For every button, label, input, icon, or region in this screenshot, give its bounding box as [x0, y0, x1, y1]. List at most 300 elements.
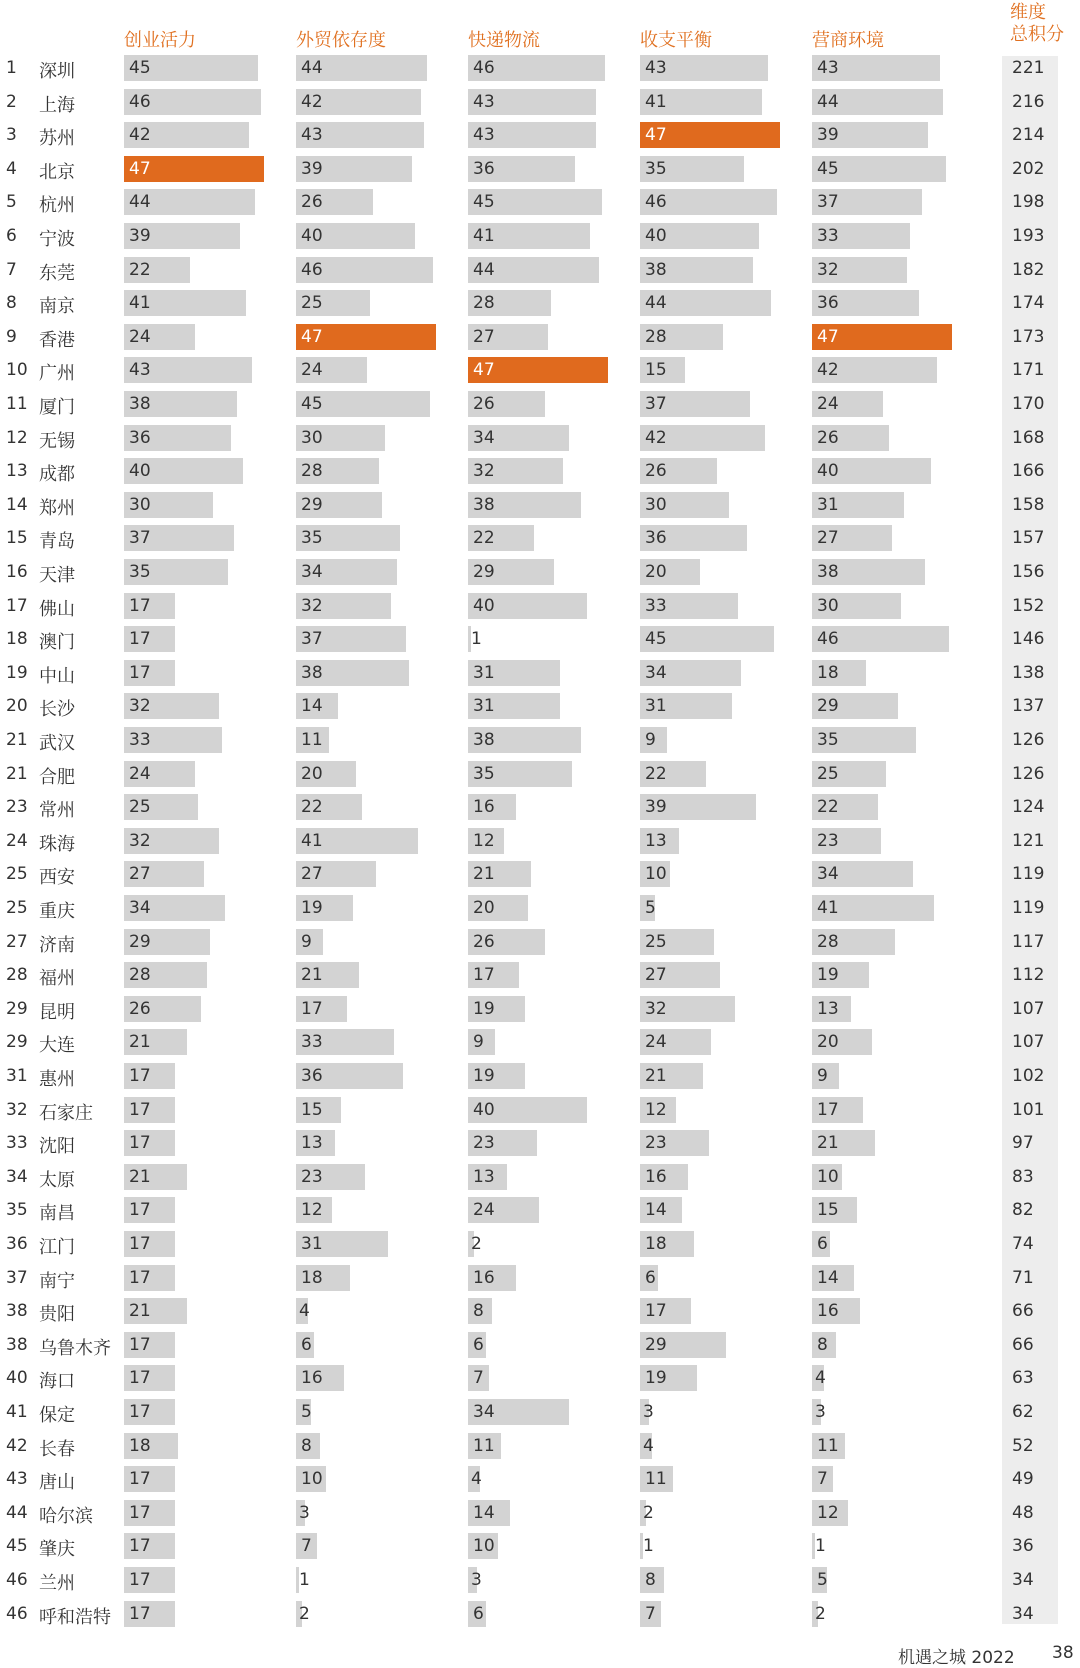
bar-value-label: 27 [473, 326, 495, 347]
table-row [0, 388, 1080, 422]
footer-page-number: 38 [1052, 1643, 1074, 1663]
bar-value-label: 12 [817, 1502, 839, 1523]
total-score: 173 [1012, 326, 1045, 347]
bar-value-label: 43 [473, 125, 495, 146]
bar-value-label: 31 [817, 494, 839, 515]
bar-value-label: 44 [473, 259, 495, 280]
bar-value-label: 3 [471, 1570, 482, 1590]
bar-value-label: 24 [301, 360, 323, 381]
bar-value-label: 21 [129, 1032, 151, 1053]
table-row [0, 1463, 1080, 1497]
rank-label: 5 [6, 192, 17, 213]
bar-value-label: 45 [817, 158, 839, 179]
bar-value-label: 9 [645, 730, 656, 750]
bar-value-label: 19 [301, 898, 323, 918]
bar-value-label: 37 [129, 528, 151, 549]
table-row [0, 556, 1080, 590]
total-score: 158 [1012, 494, 1045, 515]
bar-value-label: 37 [301, 629, 323, 650]
total-score: 97 [1012, 1133, 1034, 1154]
table-row [0, 1026, 1080, 1060]
total-score: 63 [1012, 1368, 1034, 1389]
total-score: 171 [1012, 360, 1045, 381]
bar-value-label: 19 [473, 1066, 495, 1086]
total-score: 71 [1012, 1267, 1034, 1288]
table-row [0, 993, 1080, 1027]
city-label: 福州 [39, 968, 75, 990]
rank-label: 13 [6, 461, 28, 482]
table-row [0, 522, 1080, 556]
bar-value-label: 17 [129, 1200, 151, 1221]
bar-value-label: 36 [645, 528, 667, 549]
rank-label: 33 [6, 1133, 28, 1154]
bar-value-label: 21 [473, 864, 495, 885]
bar-value-label: 26 [301, 192, 323, 213]
bar-value-label: 27 [817, 528, 839, 549]
total-score: 74 [1012, 1234, 1034, 1254]
bar-value-label: 16 [645, 1166, 667, 1187]
table-row [0, 1060, 1080, 1094]
bar-value-label: 4 [471, 1469, 482, 1490]
table-row [0, 590, 1080, 624]
rank-label: 25 [6, 898, 28, 918]
total-score: 82 [1012, 1200, 1034, 1221]
bar-value-label: 38 [129, 394, 151, 414]
rank-label: 7 [6, 259, 17, 280]
rank-label: 10 [6, 360, 28, 381]
bar-value-label: 17 [301, 998, 323, 1019]
bar-value-label: 32 [301, 595, 323, 616]
bar-value-label: 43 [301, 125, 323, 146]
table-row [0, 1295, 1080, 1329]
bar-value-label: 32 [645, 998, 667, 1019]
bar-value-label: 29 [301, 494, 323, 515]
table-row [0, 354, 1080, 388]
table-row [0, 959, 1080, 993]
bar-value-label: 33 [301, 1032, 323, 1053]
city-label: 江门 [39, 1237, 75, 1258]
rank-label: 43 [6, 1469, 28, 1490]
rank-label: 29 [6, 1032, 28, 1053]
bar-value-label: 17 [129, 1066, 151, 1086]
bar-value-label: 23 [645, 1133, 667, 1154]
bar-value-label: 6 [645, 1267, 656, 1288]
column-header-1: 创业活力 [124, 30, 196, 51]
bar-value-label: 17 [129, 1334, 151, 1355]
bar-value-label: 40 [473, 1099, 495, 1120]
bar-value-label: 20 [473, 898, 495, 918]
table-row [0, 1127, 1080, 1161]
total-score: 138 [1012, 662, 1045, 683]
table-row [0, 1598, 1080, 1632]
bar-value-label: 14 [645, 1200, 667, 1221]
rank-label: 21 [6, 763, 28, 784]
bar-value-label: 6 [473, 1603, 484, 1624]
bar-value-label: 8 [817, 1334, 828, 1355]
rank-label: 44 [6, 1502, 28, 1523]
bar-value-label: 17 [129, 629, 151, 650]
table-row [0, 455, 1080, 489]
total-score: 36 [1012, 1536, 1034, 1557]
rank-label: 37 [6, 1267, 28, 1288]
city-label: 杭州 [39, 195, 75, 217]
rank-label: 38 [6, 1301, 28, 1322]
bar-value-label: 41 [129, 293, 151, 314]
rank-label: 35 [6, 1200, 28, 1221]
bar-value-label: 39 [645, 797, 667, 818]
bar-value-label: 16 [473, 797, 495, 818]
bar-value-label: 38 [645, 259, 667, 280]
bar-value-label: 37 [645, 394, 667, 414]
bar-value-label: 17 [129, 1099, 151, 1120]
bar-value-label: 38 [473, 494, 495, 515]
table-row [0, 186, 1080, 220]
city-label: 济南 [39, 934, 75, 956]
bar-value-label: 28 [129, 965, 151, 986]
total-score: 202 [1012, 158, 1045, 179]
bar-value-label: 47 [129, 158, 151, 179]
bar-value-label: 31 [645, 696, 667, 717]
bar-value-label: 28 [473, 293, 495, 314]
city-label: 长沙 [39, 699, 75, 721]
bar-value-label: 19 [817, 965, 839, 986]
bar-value-label: 27 [645, 965, 667, 986]
total-score: 124 [1012, 797, 1045, 818]
bar-value-label: 36 [129, 427, 151, 448]
city-label: 中山 [39, 665, 75, 687]
table-row [0, 254, 1080, 288]
rank-label: 46 [6, 1570, 28, 1590]
bar-value-label: 42 [301, 91, 323, 112]
column-header-4: 收支平衡 [640, 30, 712, 51]
bar-value-label: 32 [817, 259, 839, 280]
bar-value-label: 27 [129, 864, 151, 885]
bar-value-label: 43 [817, 58, 839, 78]
bar-value-label: 31 [473, 696, 495, 717]
total-score: 107 [1012, 998, 1045, 1019]
bar-value-label: 31 [301, 1234, 323, 1254]
total-score: 119 [1012, 864, 1045, 885]
bar-value-label: 23 [301, 1166, 323, 1187]
city-label: 西安 [39, 867, 75, 889]
bar-value-label: 45 [301, 394, 323, 414]
bar-value-label: 42 [645, 427, 667, 448]
city-label: 深圳 [39, 61, 75, 82]
city-label: 香港 [39, 329, 75, 351]
bar-value-label: 29 [473, 562, 495, 582]
bar-value-label: 33 [645, 595, 667, 616]
bar-value-label: 26 [645, 461, 667, 482]
city-label: 佛山 [39, 598, 75, 620]
bar-value-label: 1 [471, 629, 482, 650]
table-row [0, 758, 1080, 792]
bar-value-label: 20 [817, 1032, 839, 1053]
bar-value-label: 31 [473, 662, 495, 683]
bar-value-label: 46 [301, 259, 323, 280]
bar-value-label: 22 [645, 763, 667, 784]
bar-value-label: 18 [301, 1267, 323, 1288]
total-score: 112 [1012, 965, 1045, 986]
bar-value-label: 17 [129, 662, 151, 683]
city-label: 天津 [39, 565, 75, 586]
rank-label: 24 [6, 830, 28, 851]
city-label: 昆明 [39, 1001, 75, 1023]
bar-value-label: 6 [817, 1234, 828, 1254]
bar-value-label: 6 [301, 1334, 312, 1355]
city-label: 太原 [39, 1169, 75, 1191]
bar-value-label: 12 [473, 830, 495, 851]
city-label: 重庆 [39, 901, 75, 922]
total-score: 119 [1012, 898, 1045, 918]
table-row [0, 86, 1080, 120]
bar-value-label: 39 [817, 125, 839, 146]
table-row [0, 1497, 1080, 1531]
bar-value-label: 25 [817, 763, 839, 784]
rank-label: 15 [6, 528, 28, 549]
bar-value-label: 16 [301, 1368, 323, 1389]
total-score: 152 [1012, 595, 1045, 616]
bar-value-label: 43 [129, 360, 151, 381]
bar-value-label: 13 [817, 998, 839, 1019]
table-row [0, 657, 1080, 691]
bar-value-label: 11 [645, 1469, 667, 1490]
bar-value-label: 22 [301, 797, 323, 818]
bar-value-label: 7 [473, 1368, 484, 1389]
total-score: 156 [1012, 562, 1045, 582]
table-row [0, 1430, 1080, 1464]
bar-value-label: 41 [301, 830, 323, 851]
bar-value-label: 21 [817, 1133, 839, 1154]
rank-label: 12 [6, 427, 28, 448]
rank-label: 45 [6, 1536, 28, 1557]
bar-value-label: 3 [815, 1402, 826, 1422]
bar-value-label: 24 [129, 326, 151, 347]
bar-value-label: 23 [473, 1133, 495, 1154]
rank-label: 18 [6, 629, 28, 650]
bar-value-label: 30 [301, 427, 323, 448]
bar-value-label: 8 [301, 1435, 312, 1456]
bar-value-label: 14 [817, 1267, 839, 1288]
total-score: 216 [1012, 91, 1045, 112]
bar-value-label: 34 [301, 562, 323, 582]
bar-value-label: 17 [645, 1301, 667, 1322]
rank-label: 11 [6, 394, 28, 414]
total-score: 126 [1012, 763, 1045, 784]
rank-label: 34 [6, 1166, 28, 1187]
bar-value-label: 12 [301, 1200, 323, 1221]
city-label: 南昌 [39, 1203, 75, 1225]
bar-value-label: 47 [817, 326, 839, 347]
bar-value-label: 34 [645, 662, 667, 683]
table-row [0, 220, 1080, 254]
bar-value-label: 36 [817, 293, 839, 314]
bar-value-label: 44 [645, 293, 667, 314]
city-label: 郑州 [39, 497, 75, 519]
table-row [0, 1329, 1080, 1363]
bar-value-label: 40 [301, 226, 323, 246]
rank-label: 6 [6, 226, 17, 246]
total-score: 49 [1012, 1469, 1034, 1490]
rank-label: 21 [6, 730, 28, 750]
bar-value-label: 47 [473, 360, 495, 381]
table-row [0, 153, 1080, 187]
table-row [0, 1530, 1080, 1564]
city-label: 东莞 [39, 262, 75, 284]
table-row [0, 52, 1080, 86]
bar-value-label: 13 [473, 1166, 495, 1187]
bar-value-label: 4 [815, 1368, 826, 1389]
bar-value-label: 17 [129, 1502, 151, 1523]
total-score: 107 [1012, 1032, 1045, 1053]
bar-value-label: 45 [473, 192, 495, 213]
bar-value-label: 17 [129, 1368, 151, 1389]
rank-label: 32 [6, 1099, 28, 1120]
table-row [0, 422, 1080, 456]
total-score: 52 [1012, 1435, 1034, 1456]
total-score: 117 [1012, 931, 1045, 952]
bar-value-label: 10 [645, 864, 667, 885]
bar-value-label: 29 [645, 1334, 667, 1355]
bar-value-label: 33 [129, 730, 151, 750]
rank-label: 29 [6, 998, 28, 1019]
bar-value-label: 11 [473, 1435, 495, 1456]
rank-label: 19 [6, 662, 28, 683]
city-label: 南宁 [39, 1270, 75, 1292]
bar-value-label: 32 [473, 461, 495, 482]
bar-value-label: 17 [129, 1267, 151, 1288]
bar-value-label: 17 [129, 1536, 151, 1557]
total-score: 126 [1012, 730, 1045, 750]
city-label: 广州 [39, 363, 75, 385]
bar-value-label: 16 [817, 1301, 839, 1322]
table-row [0, 287, 1080, 321]
bar-value-label: 30 [817, 595, 839, 616]
bar-value-label: 41 [817, 898, 839, 918]
bar-value-label: 25 [129, 797, 151, 818]
bar-value-label: 47 [301, 326, 323, 347]
total-score: 48 [1012, 1502, 1034, 1523]
bar-value-label: 7 [301, 1536, 312, 1557]
total-score: 157 [1012, 528, 1045, 549]
bar-value-label: 7 [817, 1469, 828, 1490]
bar-value-label: 30 [129, 494, 151, 515]
table-row [0, 489, 1080, 523]
footer-title: 机遇之城 2022 [898, 1648, 1015, 1668]
bar-value-label: 41 [473, 226, 495, 246]
city-label: 青岛 [39, 531, 75, 553]
rank-label: 8 [6, 293, 17, 314]
bar-value-label: 2 [299, 1603, 310, 1624]
bar-value-label: 47 [645, 125, 667, 146]
bar-value-label: 38 [473, 730, 495, 750]
bar-value-label: 39 [129, 226, 151, 246]
bar-value-label: 2 [643, 1502, 654, 1523]
bar-value-label: 36 [473, 158, 495, 179]
bar-value-label: 17 [129, 1469, 151, 1490]
city-label: 澳门 [39, 632, 75, 654]
table-row [0, 724, 1080, 758]
rank-label: 9 [6, 326, 17, 347]
bar-value-label: 43 [473, 91, 495, 112]
city-label: 上海 [39, 94, 75, 116]
table-row [0, 623, 1080, 657]
bar-value-label: 10 [301, 1469, 323, 1490]
column-header-5: 营商环境 [812, 30, 884, 51]
bar-value-label: 1 [643, 1536, 654, 1557]
bar-value-label: 4 [643, 1435, 654, 1456]
table-row [0, 1228, 1080, 1262]
bar-value-label: 28 [645, 326, 667, 347]
bar-value-label: 18 [817, 662, 839, 683]
bar-value-label: 24 [473, 1200, 495, 1221]
city-label: 厦门 [39, 397, 75, 418]
bar-value-label: 40 [129, 461, 151, 482]
table-row [0, 119, 1080, 153]
city-label: 保定 [39, 1405, 75, 1426]
total-score: 170 [1012, 394, 1045, 414]
bar-value-label: 12 [645, 1099, 667, 1120]
bar-value-label: 20 [645, 562, 667, 582]
bar-value-label: 25 [645, 931, 667, 952]
bar-value-label: 5 [645, 898, 656, 918]
total-score: 83 [1012, 1166, 1034, 1187]
bar-value-label: 21 [129, 1301, 151, 1322]
rank-label: 42 [6, 1435, 28, 1456]
bar-value-label: 17 [817, 1099, 839, 1120]
bar-value-label: 34 [129, 898, 151, 918]
bar-value-label: 10 [473, 1536, 495, 1557]
bar-value-label: 28 [301, 461, 323, 482]
bar-value-label: 34 [817, 864, 839, 885]
city-label: 宁波 [39, 229, 75, 250]
bar-value-label: 21 [301, 965, 323, 986]
table-row [0, 926, 1080, 960]
rank-label: 25 [6, 864, 28, 885]
rank-label: 46 [6, 1603, 28, 1624]
bar-value-label: 10 [817, 1166, 839, 1187]
city-label: 大连 [39, 1035, 75, 1057]
bar-value-label: 33 [817, 226, 839, 246]
table-row [0, 1362, 1080, 1396]
bar-value-label: 34 [473, 427, 495, 448]
bar-value-label: 38 [301, 662, 323, 683]
bar-value-label: 9 [817, 1066, 828, 1086]
city-label: 沈阳 [39, 1136, 75, 1158]
bar-value-label: 23 [817, 830, 839, 851]
rank-label: 14 [6, 494, 28, 515]
bar-value-label: 35 [301, 528, 323, 549]
city-label: 乌鲁木齐 [39, 1337, 111, 1359]
table-row [0, 858, 1080, 892]
bar-value-label: 18 [129, 1435, 151, 1456]
bar-value-label: 19 [473, 998, 495, 1019]
city-label: 长春 [39, 1438, 75, 1460]
table-row [0, 1262, 1080, 1296]
bar-value-label: 13 [645, 830, 667, 851]
table-row [0, 1396, 1080, 1430]
bar-value-label: 45 [129, 58, 151, 78]
city-label: 南京 [39, 296, 75, 318]
table-row [0, 1161, 1080, 1195]
city-label: 珠海 [39, 833, 75, 855]
bar-value-label: 1 [815, 1536, 826, 1557]
bar-value-label: 4 [299, 1301, 310, 1322]
total-header-line: 维度 [1010, 2, 1046, 23]
bar-value-label: 29 [817, 696, 839, 717]
bar-value-label: 40 [817, 461, 839, 482]
bar-value-label: 17 [129, 595, 151, 616]
bar-value-label: 26 [817, 427, 839, 448]
